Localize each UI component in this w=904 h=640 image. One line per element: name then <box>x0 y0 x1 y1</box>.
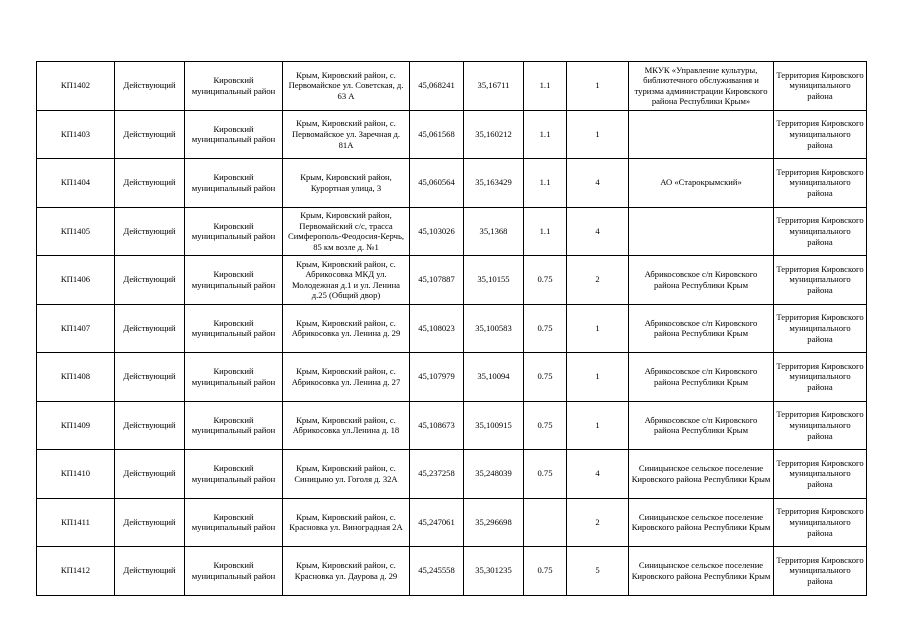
address-cell: Крым, Кировский район, с. Первомайское ул. Заречная д. 81А <box>283 110 410 159</box>
longitude-cell: 35,160212 <box>464 110 524 159</box>
address-cell: Крым, Кировский район, с. Абрикосовка ул.Ленина д. 18 <box>283 401 410 450</box>
area-cell: 0.75 <box>524 547 567 596</box>
latitude-cell: 45,108673 <box>410 401 464 450</box>
owner-cell: Синицынское сельское поселение Кировского района Республики Крым <box>629 450 774 499</box>
longitude-cell: 35,296698 <box>464 498 524 547</box>
address-cell: Крым, Кировский район, с. Первомайское ул. Советская, д. 63 А <box>283 62 410 111</box>
address-cell: Крым, Кировский район, с. Абрикосовка ул. Ленина д. 29 <box>283 304 410 353</box>
district-cell: Кировский муниципальный район <box>185 159 283 208</box>
longitude-cell: 35,163429 <box>464 159 524 208</box>
status-cell: Действующий <box>115 62 185 111</box>
address-cell: Крым, Кировский район, Первомайский с/с, трасса Симферополь-Феодосия-Керчь, 85 км возле д. №1 <box>283 207 410 256</box>
territory-cell: Территория Кировского муниципального района <box>774 207 867 256</box>
address-cell: Крым, Кировский район, с. Красновка ул. Даурова д. 29 <box>283 547 410 596</box>
site-id-cell: КП1406 <box>37 256 115 305</box>
container-count-cell: 5 <box>567 547 629 596</box>
district-cell: Кировский муниципальный район <box>185 62 283 111</box>
status-cell: Действующий <box>115 207 185 256</box>
table-row <box>37 353 867 402</box>
latitude-cell: 45,103026 <box>410 207 464 256</box>
longitude-cell: 35,10155 <box>464 256 524 305</box>
latitude-cell: 45,107979 <box>410 353 464 402</box>
owner-cell: АО «Старокрымский» <box>629 159 774 208</box>
container-count-cell: 2 <box>567 498 629 547</box>
area-cell: 1.1 <box>524 207 567 256</box>
latitude-cell: 45,068241 <box>410 62 464 111</box>
owner-cell: Синицынское сельское поселение Кировского района Республики Крым <box>629 498 774 547</box>
container-count-cell: 1 <box>567 401 629 450</box>
status-cell: Действующий <box>115 256 185 305</box>
territory-cell: Территория Кировского муниципального района <box>774 498 867 547</box>
table-row <box>37 62 867 111</box>
table-row <box>37 547 867 596</box>
container-count-cell: 1 <box>567 304 629 353</box>
status-cell: Действующий <box>115 547 185 596</box>
owner-cell: МКУК «Управление культуры, библиотечного обслуживания и туризма администрации Кировского района Республики Крым» <box>629 62 774 111</box>
territory-cell: Территория Кировского муниципального района <box>774 401 867 450</box>
district-cell: Кировский муниципальный район <box>185 547 283 596</box>
table-row <box>37 110 867 159</box>
territory-cell: Территория Кировского муниципального района <box>774 304 867 353</box>
area-cell: 0.75 <box>524 353 567 402</box>
address-cell: Крым, Кировский район, с. Абрикосовка ул. Ленина д. 27 <box>283 353 410 402</box>
site-id-cell: КП1411 <box>37 498 115 547</box>
address-cell: Крым, Кировский район, с. Абрикосовка МКД ул. Молодежная д.1 и ул. Ленина д.25 (Общий двор) <box>283 256 410 305</box>
territory-cell: Территория Кировского муниципального района <box>774 353 867 402</box>
table-row <box>37 159 867 208</box>
district-cell: Кировский муниципальный район <box>185 207 283 256</box>
district-cell: Кировский муниципальный район <box>185 498 283 547</box>
territory-cell: Территория Кировского муниципального района <box>774 450 867 499</box>
status-cell: Действующий <box>115 353 185 402</box>
container-count-cell: 1 <box>567 62 629 111</box>
container-count-cell: 2 <box>567 256 629 305</box>
table-row <box>37 401 867 450</box>
district-cell: Кировский муниципальный район <box>185 450 283 499</box>
longitude-cell: 35,301235 <box>464 547 524 596</box>
longitude-cell: 35,100915 <box>464 401 524 450</box>
site-id-cell: КП1408 <box>37 353 115 402</box>
site-id-cell: КП1410 <box>37 450 115 499</box>
area-cell: 1.1 <box>524 110 567 159</box>
container-count-cell: 4 <box>567 207 629 256</box>
territory-cell: Территория Кировского муниципального района <box>774 256 867 305</box>
owner-cell: Абрикосовское с/п Кировского района Республики Крым <box>629 256 774 305</box>
site-id-cell: КП1403 <box>37 110 115 159</box>
table-row <box>37 498 867 547</box>
site-id-cell: КП1405 <box>37 207 115 256</box>
area-cell: 1.1 <box>524 62 567 111</box>
longitude-cell: 35,100583 <box>464 304 524 353</box>
territory-cell: Территория Кировского муниципального района <box>774 110 867 159</box>
district-cell: Кировский муниципальный район <box>185 256 283 305</box>
longitude-cell: 35,10094 <box>464 353 524 402</box>
owner-cell: Абрикосовское с/п Кировского района Республики Крым <box>629 401 774 450</box>
address-cell: Крым, Кировский район, Курортная улица, 3 <box>283 159 410 208</box>
area-cell: 0.75 <box>524 256 567 305</box>
area-cell: 0.75 <box>524 304 567 353</box>
latitude-cell: 45,247061 <box>410 498 464 547</box>
owner-cell <box>629 207 774 256</box>
status-cell: Действующий <box>115 401 185 450</box>
territory-cell: Территория Кировского муниципального района <box>774 547 867 596</box>
address-cell: Крым, Кировский район, с. Синицыно ул. Гоголя д. 32А <box>283 450 410 499</box>
status-cell: Действующий <box>115 304 185 353</box>
owner-cell: Абрикосовское с/п Кировского района Республики Крым <box>629 304 774 353</box>
status-cell: Действующий <box>115 498 185 547</box>
area-cell <box>524 498 567 547</box>
longitude-cell: 35,16711 <box>464 62 524 111</box>
latitude-cell: 45,061568 <box>410 110 464 159</box>
table-row <box>37 450 867 499</box>
latitude-cell: 45,237258 <box>410 450 464 499</box>
table-row <box>37 207 867 256</box>
site-id-cell: КП1407 <box>37 304 115 353</box>
site-id-cell: КП1412 <box>37 547 115 596</box>
owner-cell: Синицынское сельское поселение Кировского района Республики Крым <box>629 547 774 596</box>
table-row <box>37 256 867 305</box>
status-cell: Действующий <box>115 110 185 159</box>
latitude-cell: 45,107887 <box>410 256 464 305</box>
container-count-cell: 4 <box>567 450 629 499</box>
latitude-cell: 45,060564 <box>410 159 464 208</box>
longitude-cell: 35,248039 <box>464 450 524 499</box>
district-cell: Кировский муниципальный район <box>185 110 283 159</box>
latitude-cell: 45,245558 <box>410 547 464 596</box>
latitude-cell: 45,108023 <box>410 304 464 353</box>
owner-cell: Абрикосовское с/п Кировского района Республики Крым <box>629 353 774 402</box>
container-count-cell: 1 <box>567 353 629 402</box>
status-cell: Действующий <box>115 159 185 208</box>
container-count-cell: 1 <box>567 110 629 159</box>
longitude-cell: 35,1368 <box>464 207 524 256</box>
territory-cell: Территория Кировского муниципального района <box>774 62 867 111</box>
district-cell: Кировский муниципальный район <box>185 401 283 450</box>
site-id-cell: КП1404 <box>37 159 115 208</box>
site-id-cell: КП1402 <box>37 62 115 111</box>
district-cell: Кировский муниципальный район <box>185 304 283 353</box>
table-row <box>37 304 867 353</box>
address-cell: Крым, Кировский район, с. Красновка ул. Виноградная 2А <box>283 498 410 547</box>
area-cell: 1.1 <box>524 159 567 208</box>
area-cell: 0.75 <box>524 450 567 499</box>
territory-cell: Территория Кировского муниципального района <box>774 159 867 208</box>
registry-table <box>36 61 867 596</box>
site-id-cell: КП1409 <box>37 401 115 450</box>
owner-cell <box>629 110 774 159</box>
status-cell: Действующий <box>115 450 185 499</box>
district-cell: Кировский муниципальный район <box>185 353 283 402</box>
container-count-cell: 4 <box>567 159 629 208</box>
area-cell: 0.75 <box>524 401 567 450</box>
registry-rows <box>37 62 867 596</box>
